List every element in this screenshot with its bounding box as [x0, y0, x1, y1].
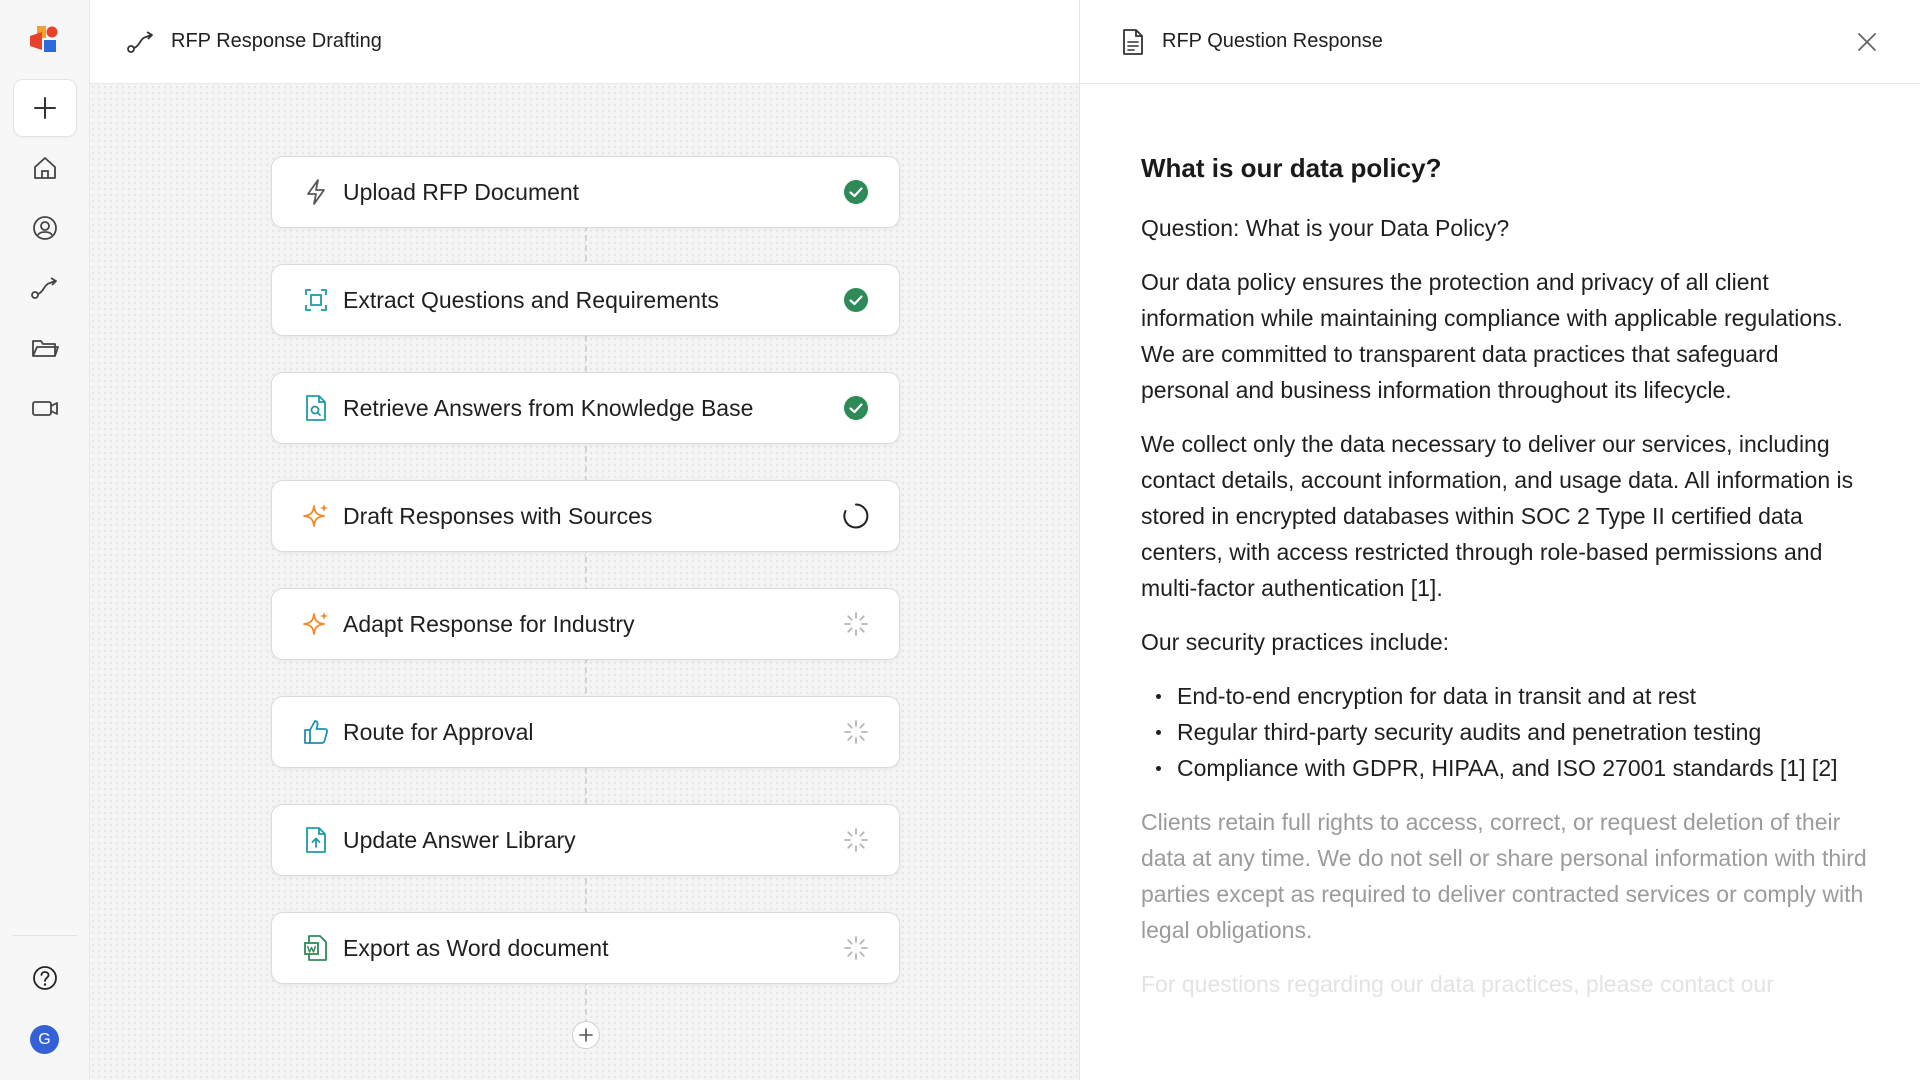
- step-label: Adapt Response for Industry: [343, 610, 635, 637]
- workflow-title: RFP Response Drafting: [171, 30, 382, 52]
- folder-icon[interactable]: [27, 330, 63, 366]
- video-icon[interactable]: [27, 390, 63, 426]
- question-text: Question: What is your Data Policy?: [1141, 215, 1510, 241]
- home-icon[interactable]: [27, 150, 63, 186]
- step-draft-responses[interactable]: [271, 480, 900, 552]
- new-button[interactable]: [13, 79, 77, 137]
- sidebar: [0, 0, 90, 1080]
- pending-spinner-icon: [841, 609, 871, 639]
- security-intro: Our security practices include:: [1141, 629, 1450, 655]
- file-upload-icon: [301, 825, 331, 855]
- step-label: Route for Approval: [343, 718, 534, 745]
- add-step-button[interactable]: [572, 1021, 600, 1049]
- step-update-library[interactable]: [271, 804, 900, 876]
- app-logo-icon[interactable]: [28, 24, 60, 54]
- step-adapt-response[interactable]: [271, 588, 900, 660]
- check-circle-icon: [841, 393, 871, 423]
- document-search-icon: [301, 393, 331, 423]
- plus-icon: [32, 95, 58, 121]
- workflow-canvas: [90, 0, 1079, 1080]
- close-icon[interactable]: [1854, 29, 1880, 55]
- sidebar-divider: [12, 935, 77, 936]
- thumbs-up-icon: [301, 717, 331, 747]
- response-paragraph: We collect only the data necessary to deliver our services, including contact details, account information, and usage data. All information is stored in encrypted databases within SOC 2 Type II certified data centers, with access restricted through role-based permissions and multi-factor authentication [1].: [1141, 431, 1854, 601]
- panel-header: [1080, 0, 1920, 84]
- step-export-word[interactable]: [271, 912, 900, 984]
- response-paragraph: For questions regarding our data practices, please contact our: [1141, 971, 1774, 997]
- step-extract-questions[interactable]: [271, 264, 900, 336]
- scan-icon: [301, 285, 331, 315]
- check-circle-icon: [841, 285, 871, 315]
- step-retrieve-answers[interactable]: [271, 372, 900, 444]
- bolt-icon: [301, 177, 331, 207]
- sparkle-icon: [301, 609, 331, 639]
- step-label: Update Answer Library: [343, 826, 576, 853]
- workflow-icon: [125, 26, 157, 58]
- help-icon[interactable]: [27, 960, 63, 996]
- pending-spinner-icon: [841, 717, 871, 747]
- response-paragraph: Clients retain full rights to access, correct, or request deletion of their data at any time. We do not sell or share personal information with third parties except as required to deliver contracted services or comply with legal obligations.: [1141, 809, 1867, 943]
- sparkle-icon: [301, 501, 331, 531]
- step-label: Upload RFP Document: [343, 178, 580, 205]
- check-circle-icon: [841, 177, 871, 207]
- word-document-icon: [301, 933, 331, 963]
- response-document: [1141, 150, 1871, 1020]
- user-circle-icon[interactable]: [27, 210, 63, 246]
- step-label: Draft Responses with Sources: [343, 502, 653, 529]
- response-heading: What is our data policy?: [1141, 153, 1442, 183]
- avatar[interactable]: G: [30, 1025, 59, 1054]
- step-route-approval[interactable]: [271, 696, 900, 768]
- list-item: End-to-end encryption for data in transit and at rest: [1141, 678, 1871, 714]
- response-paragraph: Our data policy ensures the protection and privacy of all client information while maintaining compliance with applicable regulations. We are committed to transparent data practices that safeguard personal and business information throughout its lifecycle.: [1141, 269, 1843, 403]
- workflow-header: [90, 0, 1079, 84]
- workflow-icon[interactable]: [27, 270, 63, 306]
- response-panel: [1079, 0, 1920, 1080]
- loading-circle-icon: [841, 501, 871, 531]
- security-list: [1141, 678, 1871, 786]
- step-upload-rfp[interactable]: [271, 156, 900, 228]
- step-label: Extract Questions and Requirements: [343, 286, 719, 313]
- step-label: Export as Word document: [343, 934, 609, 961]
- list-item: Compliance with GDPR, HIPAA, and ISO 27001 standards [1] [2]: [1141, 750, 1871, 786]
- list-item: Regular third-party security audits and penetration testing: [1141, 714, 1871, 750]
- scroll-fade: [1080, 1020, 1920, 1080]
- plus-icon: [578, 1027, 594, 1043]
- pending-spinner-icon: [841, 933, 871, 963]
- step-label: Retrieve Answers from Knowledge Base: [343, 394, 754, 421]
- panel-title: RFP Question Response: [1162, 30, 1383, 52]
- document-icon: [1118, 27, 1148, 57]
- pending-spinner-icon: [841, 825, 871, 855]
